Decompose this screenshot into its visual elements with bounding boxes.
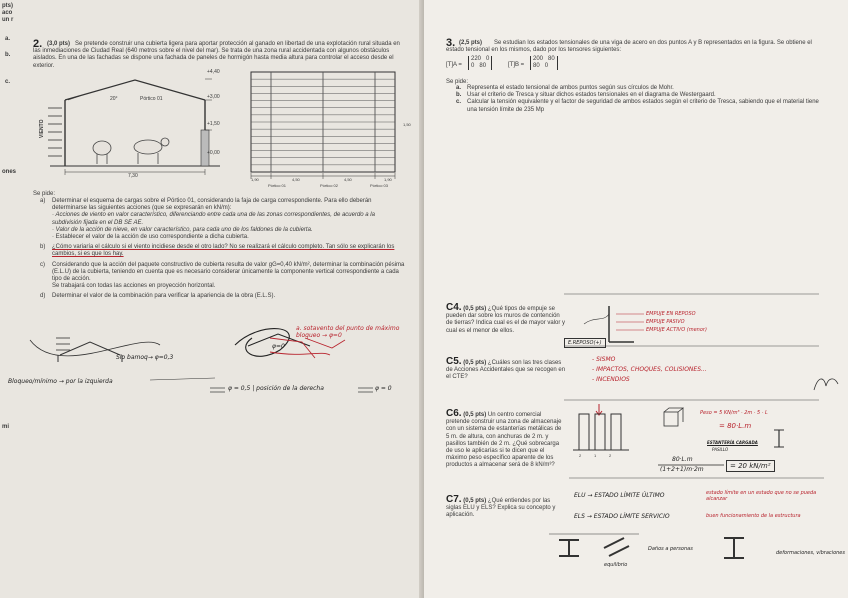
item-label: d) xyxy=(40,293,46,300)
q2-number: 2. xyxy=(33,38,43,50)
item-label: a) xyxy=(40,198,46,204)
c6-hand-aisle: PASILLO xyxy=(712,447,729,452)
hand-note-red: a. sotavento del punto de máximo bloqueo → φ=0 xyxy=(296,325,400,339)
c7-hand-elu: ELU → ESTADO LÍMITE ÚLTIMO xyxy=(574,492,665,499)
tensor-b-cell: 80 xyxy=(533,63,540,70)
spacing-label: 1,90 xyxy=(384,177,392,182)
q2-item-d: Determinar el valor de la combinación para verificar la apariencia de la obra (E.L.S). xyxy=(52,293,276,300)
item-label: b. xyxy=(456,92,462,99)
c4-hand-3: EMPUJE ACTIVO (menor) xyxy=(646,327,707,333)
c7-points: (0,5 pts) xyxy=(463,498,487,504)
tensor-b-label: [T]B = xyxy=(508,62,525,68)
q2-item-a-snow: · Valor de la acción de nieve, en valor característico, para cada uno de los faldones de la cubierta. xyxy=(52,226,313,233)
q2-item-a: Determinar el esquema de cargas sobre el Pórtico 01, considerando la faja de carga correspondiente. Para ello deberán determinarse las siguientes acciones (que se expresarán en kN/m): xyxy=(52,198,372,212)
c6-hand-label: ESTANTERÍA CARGADA xyxy=(707,440,758,445)
q3-points: (2,5 pts) xyxy=(459,40,483,46)
q2-item-c: Considerando que la acción del paquete constructivo de cubierta resulta de valor gG=0,40 kN/m², determinar la combinación pésima (E.L.U) de la cubierta, teniendo en cuenta que es necesario considerar únicamente la componente vertical correspondiente a cada tipo de acción. xyxy=(52,261,405,283)
spacing-label: 4,50 xyxy=(344,177,352,182)
item-label: a. xyxy=(456,85,462,91)
right-page xyxy=(424,0,848,598)
portico-label: Pórtico 01 xyxy=(268,183,287,188)
tensor-b-cell: 0 xyxy=(544,63,549,70)
handwritten-sketches xyxy=(20,300,420,410)
margin-snippet: b. xyxy=(5,52,11,58)
height-label: +3,00 xyxy=(207,94,220,100)
c4-text: ¿Qué tipos de empuje se pueden dar sobre los muros de contención de tierras? Indica cual es el de mayor valor y cual es el menor de ellos. xyxy=(446,306,566,334)
c6-hand-weight: Peso = 5 KN/m³ · 2m · 5 · L xyxy=(700,410,768,416)
c6-dim: 2 xyxy=(609,453,612,458)
margin-snippet: un r xyxy=(2,17,14,23)
c4-points: (0,5 pts) xyxy=(463,306,487,312)
tensor-a-cell: 80 xyxy=(479,63,487,70)
c6-block xyxy=(446,410,566,470)
item-label: b) xyxy=(40,244,46,251)
c4-hand-2: EMPUJE PASIVO xyxy=(646,319,685,325)
roof-plan-drawing xyxy=(245,70,405,182)
c7-hand-elu-def: estado límite en un estado que no se pueda alcanzar xyxy=(706,490,817,502)
portico-label: Pórtico 01 xyxy=(140,96,163,102)
side-dimension: 1,50 xyxy=(403,122,411,127)
q2-items xyxy=(40,198,406,301)
tensor-a-label: [T]A = xyxy=(446,62,462,68)
c7-sketches xyxy=(549,528,839,590)
tensor-b xyxy=(530,56,558,70)
margin-snippet: mi xyxy=(2,424,10,430)
c7-hand-deform: deformaciones, vibraciones xyxy=(776,550,845,556)
c6-hand-answer: = 20 kN/m² xyxy=(726,460,775,472)
tensor-a-cell: 0 xyxy=(486,56,490,62)
q3-statement: Se estudian los estados tensionales de una viga de acero en dos puntos A y B representados en la figura. Se obtiene el estado tensional en los mismos, dado por los tensores siguientes: xyxy=(446,40,812,54)
c4-block xyxy=(446,304,566,335)
barn-section-drawing xyxy=(40,68,230,178)
c7-text: ¿Qué entiendes por las siglas ELU y ELS? Explica su concepto y aplicación. xyxy=(446,498,556,519)
hand-note-middle: φ = 0,5 | posición de la derecha xyxy=(228,385,324,392)
q2-item-c-note: Se trabajará con todas las acciones en proyección horizontal. xyxy=(52,283,216,290)
c7-number: C7. xyxy=(446,494,462,505)
margin-snippet: aco xyxy=(2,10,13,16)
c4-hand-1: EMPUJE EN REPOSO xyxy=(646,311,696,317)
c4-number: C4. xyxy=(446,302,462,313)
margin-snippet: ones xyxy=(2,169,17,175)
q2-points: (3,0 pts) xyxy=(47,41,71,47)
c7-block xyxy=(446,496,566,520)
q3-number: 3. xyxy=(446,37,456,49)
margin-scribble xyxy=(812,372,842,394)
hand-note-left: Bloqueo/mínimo → por la izquierda xyxy=(8,378,113,385)
margin-snippet: c. xyxy=(5,79,11,85)
c6-dim: 1 xyxy=(594,453,597,458)
height-label: +0,00 xyxy=(207,150,220,156)
c6-text: Un centro comercial pretende construir una zona de almacenaje con un sistema de estanterías metálicas de 5 m. de altura, con anchuras de 2 m. y pasillos también de 2 m. ¿Qué sobrecarga de uso le aplicarías si te dicen que el máximo peso específico aparente de los productos a almacenar será de 8 kN/m³? xyxy=(446,412,562,469)
c6-points: (0,5 pts) xyxy=(463,412,487,418)
q2-statement: Se pretende construir una cubierta ligera para aportar protección al ganado en libertad de una explotación rural situada en las inmediaciones de Ciudad Real (640 metros sobre el nivel del mar). Se trata de una zona rural accidentada con algunos obstáculos aislados. En una de las fachadas se dispone una fachada de paneles de hormigón hasta media altura para controlar el acceso desde el exterior. xyxy=(33,41,400,69)
hand-note-sketch: Slo bamoq→ φ=0,3 xyxy=(116,354,174,361)
portico-label: Pórtico 02 xyxy=(320,183,339,188)
item-label: c) xyxy=(40,261,45,268)
q3-item-c: Calcular la tensión equivalente y el factor de seguridad de ambos estados según el criterio de Tresca, sabiendo que el material tiene una tensión límite de 235 Mp xyxy=(467,99,819,113)
c5-hand-3: - INCENDIOS xyxy=(592,376,630,383)
c7-hand-damage: Daños a personas xyxy=(648,546,693,552)
tensor-a xyxy=(468,56,492,70)
q3-se-pide: Se pide: xyxy=(446,79,469,85)
spacing-label: 1,90 xyxy=(251,177,259,182)
c5-number: C5. xyxy=(446,356,462,367)
height-label: +1,50 xyxy=(207,121,220,127)
c7-hand-els-def: buen funcionamiento de la estructura xyxy=(706,513,801,519)
q2-item-a-wind: · Acciones de viento en valor característico, diferenciando entre cada una de las zonas correspondientes, de acuerdo a la subdivisión fijada en el DB SE AE. xyxy=(52,212,375,226)
hand-note-right: φ = 0 xyxy=(375,385,392,392)
tensor-a-cell: 220 xyxy=(471,56,482,62)
c6-number: C6. xyxy=(446,408,462,419)
c5-hand-2: - IMPACTOS, CHOQUES, COLISIONES... xyxy=(592,366,707,373)
q2-item-a-use: · Establecer el valor de la acción de uso correspondiente a dicha cubierta. xyxy=(52,234,249,241)
margin-snippet: pts) xyxy=(2,3,13,9)
c5-points: (0,5 pts) xyxy=(463,360,487,366)
q2-item-b: ¿Cómo variaría el cálculo si el viento incidiese desde el otro lado? No se realizará el cálculo completo. Tan sólo se explicarán los cambios, si es que los hay. xyxy=(52,244,395,258)
hand-note-phi: φ=0 xyxy=(272,343,285,350)
c5-block xyxy=(446,358,566,382)
c4-hand-4: E.REPOSO(+) xyxy=(564,338,606,348)
c6-hand-den: (1+2+1)m·2m xyxy=(660,466,704,473)
portico-label: Pórtico 03 xyxy=(370,183,389,188)
margin-snippet: a. xyxy=(5,36,11,42)
height-label: +4,40 xyxy=(207,69,220,75)
tensor-a-cell: 0 xyxy=(471,63,475,70)
spacing-label: 4,50 xyxy=(292,177,300,182)
c6-hand-num: 80·L.m xyxy=(672,456,693,463)
q2-se-pide: Se pide: xyxy=(33,191,56,197)
c6-fraction-line xyxy=(658,464,726,466)
q3-item-b: Usar el criterio de Tresca y situar dichos estados tensionales en el diagrama de Westergaard. xyxy=(467,92,716,99)
q3-item-a: Representa el estado tensional de ambos puntos según sus círculos de Mohr. xyxy=(467,85,674,91)
tensor-b-cell: 80 xyxy=(548,56,555,62)
item-label: c. xyxy=(456,99,462,106)
c7-hand-els: ELS → ESTADO LÍMITE SERVICIO xyxy=(574,513,670,520)
roof-angle-label: 20° xyxy=(110,96,118,102)
q3-items xyxy=(456,85,826,114)
c5-text: ¿Cuáles son las tres clases de Acciones Accidentales que se recogen en el CTE? xyxy=(446,360,566,381)
span-label: 7,30 xyxy=(128,173,138,179)
c7-hand-balance: equilibrio xyxy=(604,562,628,568)
c6-hand-result: = 80·L.m xyxy=(719,422,752,430)
c6-dim: 2 xyxy=(579,453,582,458)
c5-hand-1: - SISMO xyxy=(592,356,616,363)
wind-label: VIENTO xyxy=(39,119,45,138)
tensor-b-cell: 200 xyxy=(533,56,544,62)
